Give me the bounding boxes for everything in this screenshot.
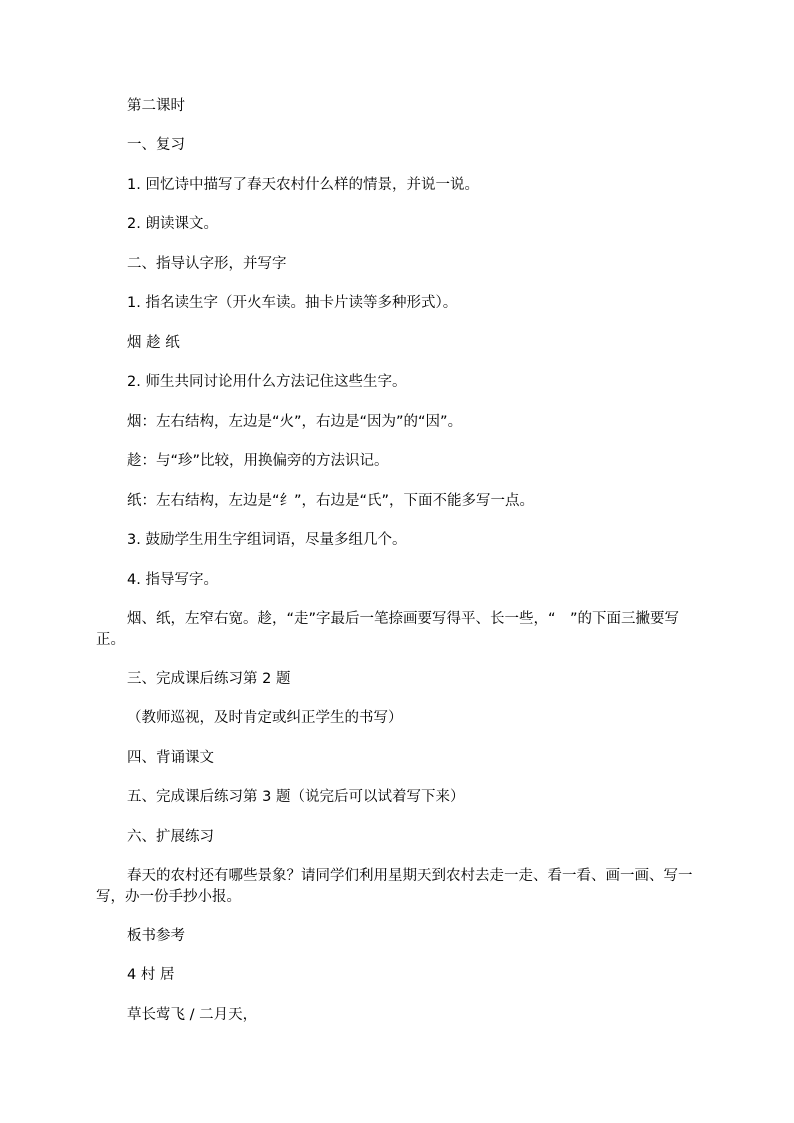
section-heading-exercise-2: 三、完成课后练习第 2 题 — [127, 671, 291, 687]
paragraph: 春天的农村还有哪些景象？请同学们利用星期天到农村去走一走、看一看、画一画、写一写，办一份手抄小报。 — [96, 868, 693, 905]
section-heading-extension: 六、扩展练习 — [127, 829, 214, 845]
paragraph: 2. 师生共同讨论用什么方法记住这些生字。 — [127, 374, 407, 390]
section-heading-exercise-3: 五、完成课后练习第 3 题（说完后可以试着写下来） — [127, 789, 465, 805]
paragraph: 2. 朗读课文。 — [127, 216, 218, 232]
new-characters: 烟 趁 纸 — [127, 335, 180, 351]
paragraph: 纸：左右结构，左边是“纟”，右边是“氏”，下面不能多写一点。 — [127, 493, 535, 509]
section-heading-recite: 四、背诵课文 — [127, 750, 214, 766]
paragraph: 1. 指名读生字（开火车读。抽卡片读等多种形式）。 — [127, 295, 458, 311]
paragraph: 烟、纸，左窄右宽。趁，“走”字最后一笔捺画要写得平、长一些，“ ”的下面三撇要写正。 — [96, 611, 680, 648]
section-heading-review: 一、复习 — [127, 137, 185, 153]
paragraph: 1. 回忆诗中描写了春天农村什么样的情景，并说一说。 — [127, 177, 479, 193]
section-heading-writing: 二、指导认字形，并写字 — [127, 256, 287, 272]
paragraph: 趁：与“珍”比较，用换偏旁的方法识记。 — [127, 453, 389, 469]
paragraph: 4. 指导写字。 — [127, 572, 218, 588]
board-line: 草长莺飞 / 二月天， — [127, 1007, 258, 1023]
paragraph: 3. 鼓励学生用生字组词语，尽量多组几个。 — [127, 532, 407, 548]
paragraph: 烟：左右结构，左边是“火”，右边是“因为”的“因”。 — [127, 414, 463, 430]
board-title: 4 村 居 — [127, 967, 175, 983]
paragraph: （教师巡视，及时肯定或纠正学生的书写） — [127, 710, 403, 726]
board-heading: 板书参考 — [127, 928, 185, 944]
lesson-heading: 第二课时 — [127, 98, 185, 114]
